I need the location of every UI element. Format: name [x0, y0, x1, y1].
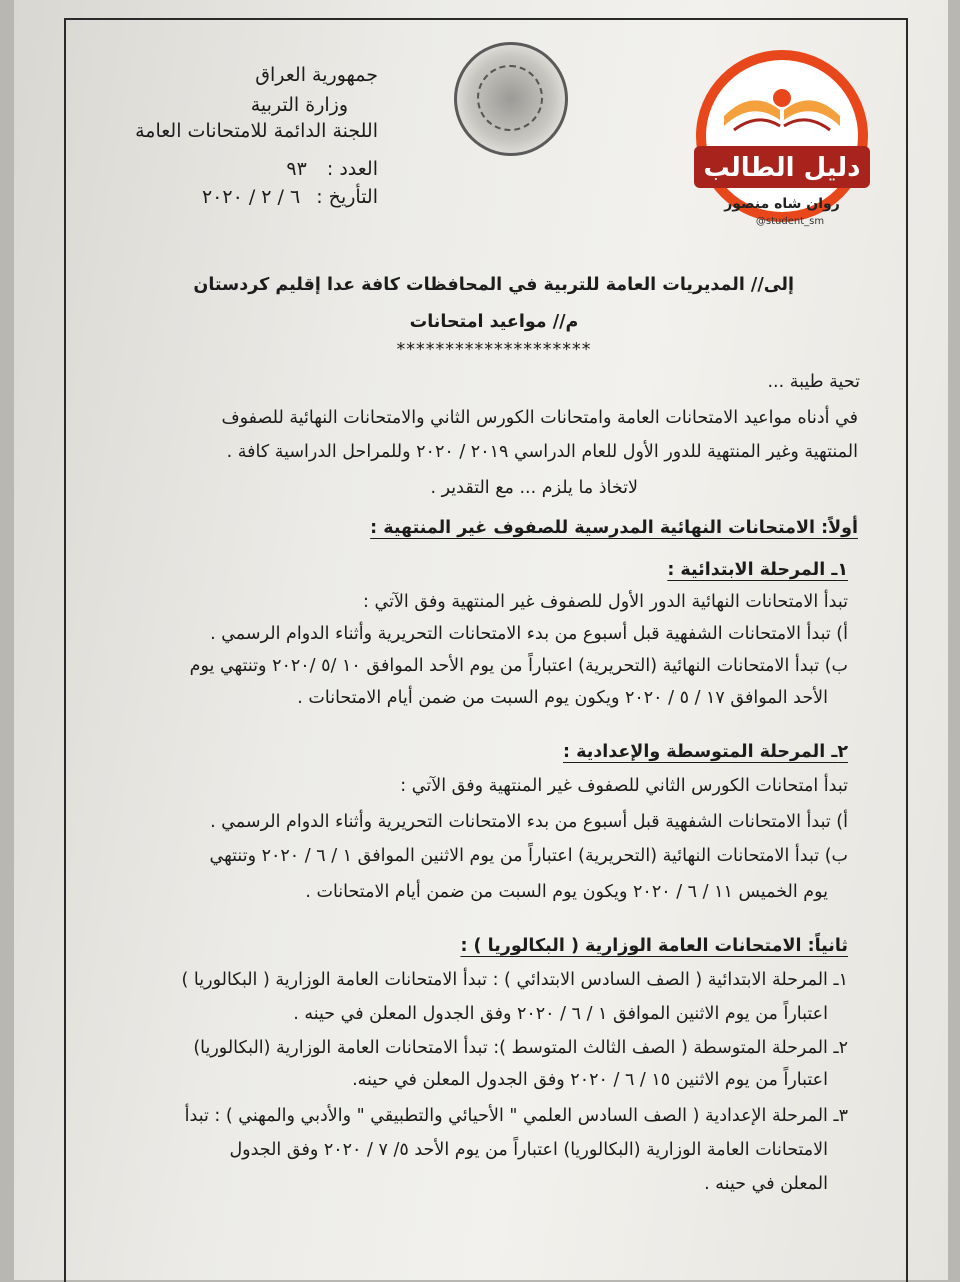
address-subject: م// مواعيد امتحانات — [409, 312, 579, 332]
header-date-value: ٦ / ٢ / ٢٠٢٠ — [201, 186, 301, 208]
intro-line-1: في أدناه مواعيد الامتحانات العامة وامتحانات الكورس الثاني والامتحانات النهائية للصفوف — [221, 408, 858, 428]
header-number — [286, 158, 378, 180]
section2-item3-line3: المعلن في حينه . — [704, 1174, 828, 1194]
header-ministry: وزارة التربية — [250, 94, 348, 116]
section1-sub2-lead: تبدأ امتحانات الكورس الثاني للصفوف غير المنتهية وفق الآتي : — [400, 776, 848, 796]
section1-sub2-b2: يوم الخميس ١١ / ٦ / ٢٠٢٠ ويكون يوم السبت من ضمن أيام الامتحانات . — [305, 882, 828, 902]
greeting: تحية طيبة ... — [767, 372, 860, 392]
section2-item2-line1: ٢ـ المرحلة المتوسطة ( الصف الثالث المتوسط ): تبدأ الامتحانات العامة الوزارية (البكالوريا) — [193, 1038, 848, 1058]
section1-sub1-b2: الأحد الموافق ١٧ / ٥ / ٢٠٢٠ ويكون يوم السبت من ضمن أيام الامتحانات . — [297, 688, 828, 708]
section2-item1-line1: ١ـ المرحلة الابتدائية ( الصف السادس الابتدائي ) : تبدأ الامتحانات العامة الوزارية ( البكالوريا ) — [181, 970, 848, 990]
section1-sub1-a: أ) تبدأ الامتحانات الشفهية قبل أسبوع من بدء الامتحانات التحريرية وأثناء الدوام الرسمي . — [210, 624, 848, 644]
intro-line-3: لاتخاذ ما يلزم ... مع التقدير . — [430, 478, 638, 498]
section2-item2-line2: اعتباراً من يوم الاثنين ١٥ / ٦ / ٢٠٢٠ وفق الجدول المعلن في حينه. — [352, 1070, 828, 1090]
header-date-label: التأريخ : — [316, 186, 378, 208]
section2-item3-line2: الامتحانات العامة الوزارية (البكالوريا) اعتباراً من يوم الأحد ٥/ ٧ / ٢٠٢٠ وفق الجدول — [229, 1140, 828, 1160]
logo-name: روان شاه منصور — [724, 196, 840, 212]
intro-line-2: المنتهية وغير المنتهية للدور الأول للعام الدراسي ٢٠١٩ / ٢٠٢٠ وللمراحل الدراسية كافة . — [226, 442, 858, 462]
header-number-value: ٩٣ — [286, 158, 307, 180]
section1-sub1-b1: ب) تبدأ الامتحانات النهائية (التحريرية) اعتباراً من يوم الأحد الموافق ١٠ /٥ /٢٠٢٠ وتنتهي يوم — [189, 656, 848, 676]
section1-sub2-b1: ب) تبدأ الامتحانات النهائية (التحريرية) اعتباراً من يوم الاثنين الموافق ١ / ٦ / ٢٠٢٠ وتنتهي — [209, 846, 848, 866]
section2-item3-line1: ٣ـ المرحلة الإعدادية ( الصف السادس العلمي " الأحيائي والتطبيقي " والأدبي والمهني ) : تبدأ — [184, 1106, 848, 1126]
section2-item1-line2: اعتباراً من يوم الاثنين الموافق ١ / ٦ / ٢٠٢٠ وفق الجدول المعلن في حينه . — [293, 1004, 828, 1024]
address-stars: ******************** — [396, 340, 592, 360]
address-to: إلى// المديريات العامة للتربية في المحافظات كافة عدا إقليم كردستان — [193, 275, 794, 295]
document-paper — [14, 0, 948, 1280]
logo-title: دليل الطالب — [703, 153, 861, 183]
official-seal-icon — [454, 42, 568, 156]
section1-sub1-lead: تبدأ الامتحانات النهائية الدور الأول للصفوف غير المنتهية وفق الآتي : — [363, 592, 848, 612]
header-committee: اللجنة الدائمة للامتحانات العامة — [135, 120, 378, 142]
section1-heading: أولاً: الامتحانات النهائية المدرسية للصفوف غير المنتهية : — [370, 518, 858, 538]
section1-sub2-a: أ) تبدأ الامتحانات الشفهية قبل أسبوع من بدء الامتحانات التحريرية وأثناء الدوام الرسمي . — [210, 812, 848, 832]
header-country: جمهورية العراق — [255, 64, 378, 86]
student-guide-logo — [694, 48, 870, 244]
section2-heading: ثانياً: الامتحانات العامة الوزارية ( البكالوريا ) : — [460, 936, 848, 956]
section1-sub1-title: ١ـ المرحلة الابتدائية : — [667, 560, 848, 580]
header-number-label: العدد : — [326, 158, 378, 180]
header-date — [202, 186, 378, 208]
logo-handle: @student_sm — [755, 216, 825, 227]
section1-sub2-title: ٢ـ المرحلة المتوسطة والإعدادية : — [562, 742, 848, 762]
